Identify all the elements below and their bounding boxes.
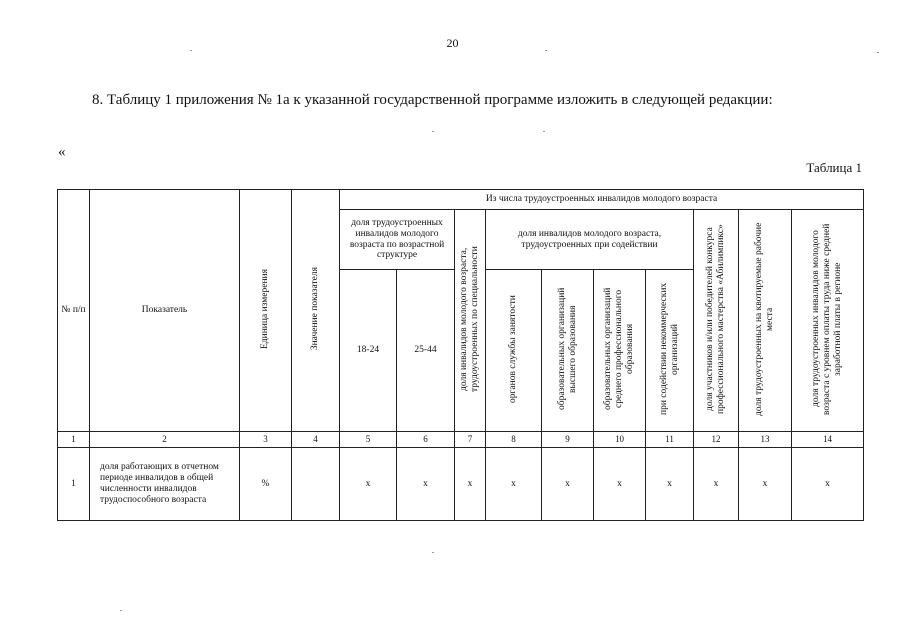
column-number: 1	[58, 432, 90, 448]
row-cell: х	[455, 448, 486, 521]
header-indicator: Показатель	[90, 190, 240, 432]
column-number: 9	[542, 432, 594, 448]
scan-speck	[432, 552, 434, 553]
header-age-25-44: 25-44	[397, 270, 455, 432]
column-number: 14	[792, 432, 864, 448]
column-number: 6	[397, 432, 455, 448]
page-number: 20	[446, 36, 459, 50]
indicators-table	[57, 189, 864, 521]
header-group: Из числа трудоустроенных инвалидов молодого возраста	[340, 190, 864, 210]
scan-speck	[543, 131, 545, 132]
row-cell: х	[739, 448, 792, 521]
column-number-row	[58, 432, 864, 448]
row-value	[292, 448, 340, 521]
column-number: 8	[486, 432, 542, 448]
column-number: 13	[739, 432, 792, 448]
header-higher-edu: образовательных организаций высшего образования	[542, 270, 594, 432]
scan-speck	[877, 52, 879, 53]
row-cell: х	[694, 448, 739, 521]
header-by-specialty: доля инвалидов молодого возраста, трудоустроенных по специальности	[455, 210, 486, 432]
column-number: 11	[646, 432, 694, 448]
row-indicator: доля работающих в отчетном периоде инвалидов в общей численности инвалидов трудоспособного возраста	[90, 448, 240, 521]
header-vocational-edu: образовательных организаций среднего профессионального образования	[594, 270, 646, 432]
header-unit: Единица измерения	[240, 190, 292, 432]
row-cell: х	[486, 448, 542, 521]
header-age-structure: доля трудоустроенных инвалидов молодого возраста по возрастной структуре	[340, 210, 455, 270]
open-quote: «	[58, 144, 66, 160]
header-value: Значение показателя	[292, 190, 340, 432]
header-no: № п/п	[58, 190, 90, 432]
scan-speck	[545, 50, 547, 51]
header-age-18-24: 18-24	[340, 270, 397, 432]
column-number: 10	[594, 432, 646, 448]
header-wage: доля трудоустроенных инвалидов молодого возраста с уровнем оплаты труда ниже средней заработной платы в регионе	[792, 210, 864, 432]
header-assisted: доля инвалидов молодого возраста, трудоустроенных при содействии	[486, 210, 694, 270]
section-heading: 8. Таблицу 1 приложения № 1а к указанной государственной программе изложить в следующей редакции:	[92, 92, 773, 108]
column-number: 3	[240, 432, 292, 448]
scan-speck	[190, 50, 192, 51]
header-employment-service: органов службы занятости	[486, 270, 542, 432]
header-nonprofit: при содействии некоммерческих организаций	[646, 270, 694, 432]
row-cell: х	[594, 448, 646, 521]
scan-speck	[120, 610, 122, 611]
row-cell: х	[397, 448, 455, 521]
row-cell: х	[646, 448, 694, 521]
row-number: 1	[58, 448, 90, 521]
row-cell: х	[792, 448, 864, 521]
row-cell: х	[340, 448, 397, 521]
column-number: 2	[90, 432, 240, 448]
column-number: 4	[292, 432, 340, 448]
row-cell: х	[542, 448, 594, 521]
header-quota: доля трудоустроенных на квотируемые рабочие места	[739, 210, 792, 432]
scan-speck	[432, 131, 434, 132]
row-unit: %	[240, 448, 292, 521]
header-abilympics: доля участников и/или победителей конкурса профессионального мастерства «Абилимпикс»	[694, 210, 739, 432]
column-number: 7	[455, 432, 486, 448]
table-caption: Таблица 1	[806, 160, 862, 175]
column-number: 12	[694, 432, 739, 448]
column-number: 5	[340, 432, 397, 448]
table-row	[58, 448, 864, 521]
